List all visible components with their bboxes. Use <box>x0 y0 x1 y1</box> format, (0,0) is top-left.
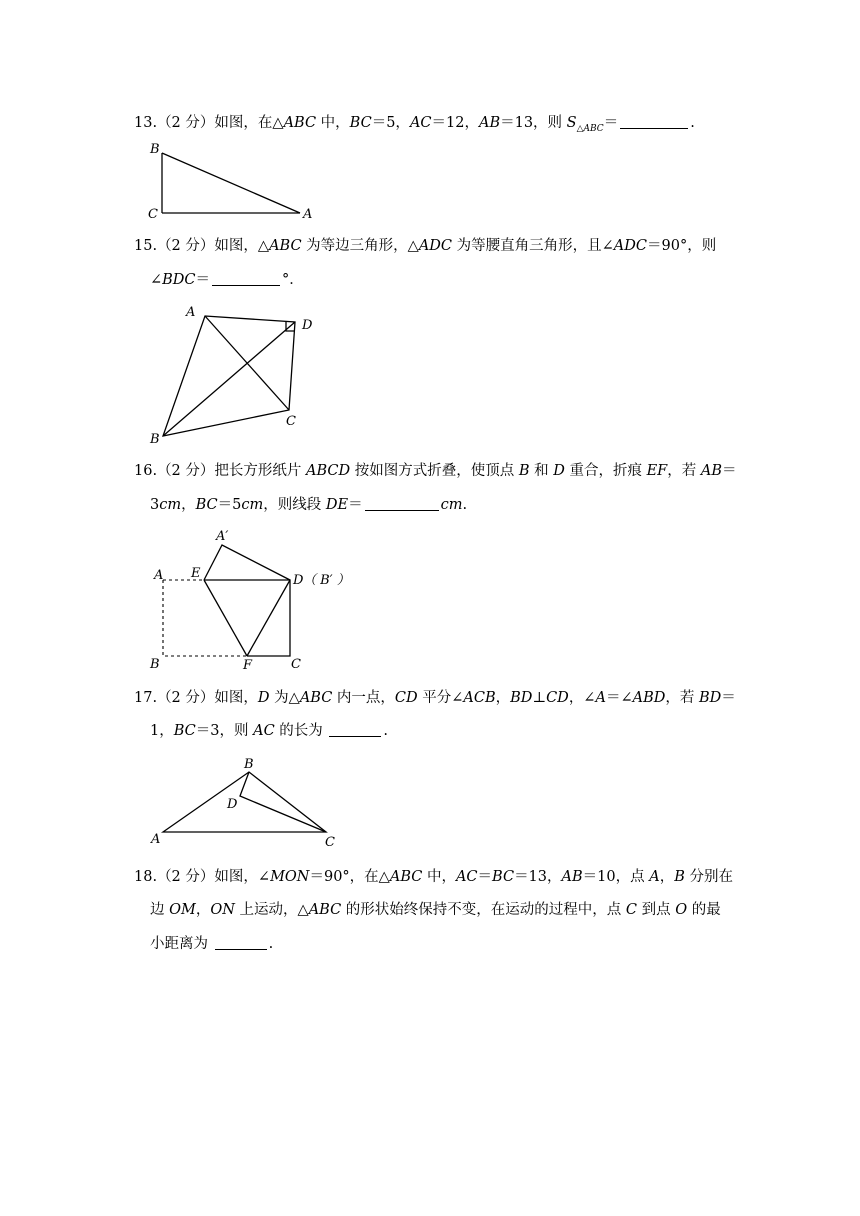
q15-label-c: C <box>286 414 296 429</box>
q16-label-a: A <box>154 568 164 583</box>
q16-label-b: B <box>150 657 160 672</box>
q18-number: 18. <box>134 869 158 885</box>
q16-figure <box>149 529 350 673</box>
q17-segments-bd-dc <box>240 772 326 832</box>
q13-label-b: B <box>150 142 160 157</box>
q17-answer-blank[interactable] <box>329 722 381 737</box>
q16-label-a-prime: A′ <box>216 529 229 544</box>
q16-original-outline <box>163 580 247 656</box>
q18-answer-blank[interactable] <box>215 935 267 950</box>
q16-label-e: E <box>191 566 201 581</box>
q15-label-a: A <box>186 305 196 320</box>
q17-number: 17. <box>134 690 158 706</box>
q18-line3: 小距离为 . <box>150 936 274 952</box>
q17-label-d: D <box>227 797 238 812</box>
q16-label-f: F <box>243 658 253 673</box>
q15-label-b: B <box>150 432 160 447</box>
q15-number: 15. <box>134 238 158 254</box>
q17-label-a: A <box>151 832 161 847</box>
q16-folded-flap <box>204 545 290 580</box>
q16-rectangle-remainder <box>204 580 290 656</box>
q13-label-c: C <box>148 207 158 222</box>
q15-line2: ∠BDC＝ °． <box>150 272 304 288</box>
q17-triangle-abc <box>163 772 326 832</box>
q15-label-d: D <box>302 318 313 333</box>
q16-label-c: C <box>291 657 301 672</box>
q16-label-d: D <box>293 573 304 588</box>
q18-line1: 18.（2 分）如图，∠MON＝90°，在△ABC 中，AC＝BC＝13，AB＝10，点 A，B 分别在 <box>134 869 733 885</box>
q13-label-a: A <box>303 207 313 222</box>
q15-figure <box>149 305 313 447</box>
q16-answer-blank[interactable] <box>365 496 439 511</box>
q15-answer-blank[interactable] <box>212 271 280 286</box>
q16-number: 16. <box>134 463 158 479</box>
q13-number: 13. <box>134 115 158 131</box>
q15-quadrilateral <box>163 316 295 436</box>
q13-side-ab <box>162 153 300 213</box>
q18-line2: 边 OM，ON 上运动，△ABC 的形状始终保持不变，在运动的过程中，点 C 到点 O 的最 <box>150 902 721 918</box>
q16-label-b-prime: （ B′ ） <box>303 573 350 588</box>
q16-line2: 3cm，BC＝5cm，则线段 DE＝ cm. <box>150 497 468 513</box>
q17-label-b: B <box>244 757 254 772</box>
q17-label-c: C <box>325 835 335 850</box>
q17-line1: 17.（2 分）如图，D 为△ABC 内一点，CD 平分∠ACB，BD⊥CD，∠A＝∠ABD，若 BD＝ <box>134 690 736 706</box>
q17-figure <box>150 757 335 850</box>
q13-line1: 13.（2 分）如图，在△ABC 中，BC＝5，AC＝12，AB＝13，则 $S_{\triangle ABC}=$ . <box>134 115 695 134</box>
q16-crease-ef <box>204 580 247 656</box>
q16-segment-fd <box>247 580 290 656</box>
q15-line1: 15.（2 分）如图，△ABC 为等边三角形，△ADC 为等腰直角三角形，且∠ADC＝90°，则 <box>134 238 717 254</box>
q13-figure <box>148 142 312 222</box>
q16-line1: 16.（2 分）把长方形纸片 ABCD 按如图方式折叠，使顶点 B 和 D 重合，折痕 EF，若 AB＝ <box>134 463 737 479</box>
q17-line2: 1，BC＝3，则 AC 的长为 . <box>150 723 389 739</box>
